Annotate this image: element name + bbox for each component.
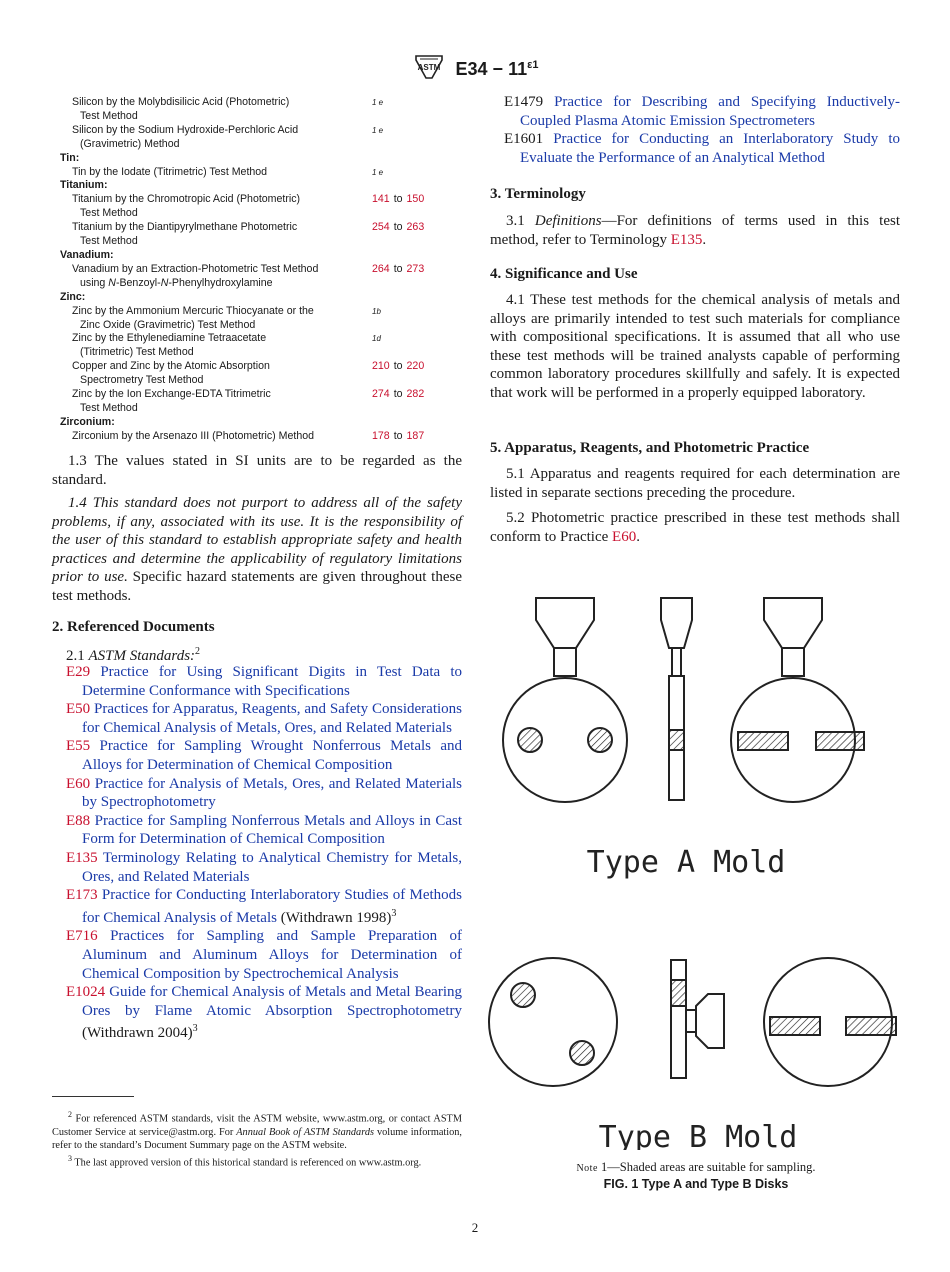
methods-row — [52, 124, 462, 152]
referenced-documents-list-continued — [490, 93, 900, 167]
reference-code-link[interactable]: E135 — [66, 849, 98, 866]
figure-note: Note 1—Shaded areas are suitable for sampling. — [576, 1160, 816, 1174]
methods-group-heading: Titanium: — [60, 179, 108, 192]
subsection-2-1: 2.1 ASTM Standards:$^2$ — [66, 646, 201, 664]
reference-title-link[interactable]: Practice for Analysis of Metals, Ores, and Related Materials by Spectrophotometry — [82, 775, 463, 811]
method-section-ref[interactable] — [372, 221, 424, 235]
methods-group-heading: Zirconium: — [60, 415, 115, 428]
reference-e88 — [66, 812, 462, 849]
paragraph-4-1: 4.1 These test methods for the chemical analysis of metals and alloys are primarily intended to test such materials for compliance with compositional specifications. It is assumed that all who use these test methods will be trained analysts capable of performing common laboratory procedures skillfully and safely. It is expected that work will be performed in a properly equipped laboratory. — [490, 292, 900, 401]
method-name: Zinc by the Ethylenediamine Tetraacetate (Titrimetric) Test Method — [72, 332, 267, 359]
section-link-to[interactable]: 282 — [406, 388, 425, 401]
section-link-to[interactable]: 187 — [406, 429, 425, 442]
type-a-label: Type A Mold — [586, 845, 786, 880]
reference-title-link[interactable]: Practice for Describing and Specifying Inductively-Coupled Plasma Atomic Emission Spectrometers — [520, 94, 901, 129]
methods-row — [52, 96, 462, 124]
method-section-ref[interactable] — [372, 388, 424, 402]
reference-e1024: E1024 Guide for Chemical Analysis of Metals and Metal Bearing Ores by Flame Atomic Absorption Spectrophotometry (Withdrawn 2004)$^3$ — [66, 984, 463, 1042]
mold-diagram — [486, 590, 906, 1150]
methods-row — [52, 221, 462, 249]
methods-group-heading: Zinc: — [60, 290, 86, 303]
range-word: to — [393, 262, 403, 275]
method-section-ref[interactable] — [372, 430, 424, 444]
method-section-ref: 1d — [372, 334, 381, 344]
range-word: to — [393, 429, 403, 442]
reference-e29 — [66, 663, 462, 700]
link-e60[interactable]: E60 — [612, 528, 637, 545]
reference-e1601 — [504, 130, 900, 167]
link-e135[interactable]: E135 — [670, 231, 703, 248]
methods-group-heading: Tin: — [60, 151, 80, 164]
reference-code-link[interactable]: E173 — [66, 887, 98, 904]
methods-row — [52, 388, 462, 416]
reference-title-link[interactable]: Practice for Conducting an Interlaboratory Study to Evaluate the Performance of an Analytical Method — [520, 131, 901, 166]
reference-e135 — [66, 849, 462, 886]
method-name: Vanadium by an Extraction-Photometric Test Method using N-Benzoyl-N-Phenylhydroxylamine — [72, 262, 319, 289]
type-a-disk-side — [661, 598, 692, 800]
paragraph-3-1: 3.1 Definitions—For definitions of terms used in this test method, refer to Terminology E135. — [490, 213, 901, 248]
methods-row — [52, 360, 462, 388]
section-link-from[interactable]: 178 — [372, 429, 390, 442]
footnotes — [52, 1108, 462, 1170]
reference-title-link[interactable]: Practice for Sampling Nonferrous Metals and Alloys in Cast Form for Determination of Chemical Composition — [82, 812, 462, 848]
reference-e55 — [66, 737, 462, 774]
paragraph-1-3: 1.3 The values stated in SI units are to be regarded as the standard. — [52, 453, 462, 488]
footnote-2: $^2$ For referenced ASTM standards, visit the ASTM website, www.astm.org, or contact ASTM Customer Service at service@astm.org. For Annual Book of ASTM Standards volume information, refer to the standard’s Document Summary page on the ASTM website. — [52, 1110, 462, 1151]
paragraph-1-4: 1.4 This standard does not purport to address all of the safety problems, if any, associated with its use. It is the responsibility of the user of this standard to establish appropriate safety and health practices and determine the applicability of regulatory limitations prior to use. Specific hazard statements are given throughout these test methods. — [52, 495, 463, 604]
reference-code-link[interactable]: E716 — [66, 928, 98, 945]
svg-text:ASTM: ASTM — [417, 63, 440, 72]
methods-row — [52, 332, 462, 360]
reference-title-link[interactable]: Terminology Relating to Analytical Chemistry for Metals, Ores, and Related Materials — [82, 849, 462, 885]
reference-e50 — [66, 700, 462, 737]
section-2-heading: 2. Referenced Documents — [52, 619, 215, 635]
type-a-disk-rotated — [731, 598, 864, 802]
footnote-rule — [52, 1096, 134, 1097]
section-5-heading: 5. Apparatus, Reagents, and Photometric Practice — [490, 440, 810, 456]
methods-table — [52, 96, 462, 444]
range-word: to — [393, 221, 403, 234]
method-section-ref[interactable] — [372, 263, 424, 277]
section-4-heading: 4. Significance and Use — [490, 266, 638, 282]
footnote-3: $^3$ The last approved version of this historical standard is referenced on www.astm.org. — [68, 1154, 422, 1169]
method-section-ref: 1 e — [372, 125, 384, 135]
method-name: Zirconium by the Arsenazo III (Photometric) Method — [72, 429, 314, 442]
type-a-disk-front — [503, 598, 627, 802]
reference-code-link[interactable]: E60 — [66, 775, 91, 792]
section-link-to[interactable]: 273 — [406, 262, 425, 275]
methods-row — [52, 166, 462, 180]
referenced-documents-list — [52, 663, 462, 1043]
reference-code: E1601 — [504, 131, 544, 148]
method-name: Zinc by the Ion Exchange-EDTA Titrimetric Test Method — [72, 388, 271, 414]
range-word: to — [393, 388, 403, 401]
methods-row — [52, 193, 462, 221]
reference-title-link[interactable]: Practices for Apparatus, Reagents, and Safety Considerations for Chemical Analysis of Metals, Ores, and Related Materials — [82, 701, 463, 736]
type-b-disk-rotated — [764, 958, 896, 1086]
method-name: Zinc by the Ammonium Mercuric Thiocyanate or the Zinc Oxide (Gravimetric) Test Method — [72, 304, 314, 331]
reference-code-link[interactable]: E88 — [66, 812, 91, 829]
type-b-label: Type B Mold — [598, 1120, 798, 1150]
method-name: Titanium by the Chromotropic Acid (Photometric) Test Method — [72, 193, 301, 220]
method-section-ref[interactable] — [372, 360, 424, 374]
section-link-from[interactable]: 210 — [372, 360, 390, 373]
reference-code-link[interactable]: E1024 — [66, 984, 106, 1001]
reference-e716 — [66, 927, 462, 983]
method-name: Titanium by the Diantipyrylmethane Photometric Test Method — [72, 221, 298, 248]
section-link-to[interactable]: 150 — [406, 193, 425, 206]
section-link-to[interactable]: 263 — [406, 221, 425, 234]
document-code: $E34 - 11^{\varepsilon 1}$ — [455, 59, 539, 79]
reference-code-link[interactable]: E55 — [66, 738, 91, 755]
reference-e1479 — [504, 93, 900, 130]
reference-title-link[interactable]: Guide for Chemical Analysis of Metals and Metal Bearing Ores by Flame Atomic Absorption Spectrophotometry — [82, 984, 463, 1019]
section-link-from[interactable]: 274 — [372, 388, 390, 401]
method-name: Copper and Zinc by the Atomic Absorption Spectrometry Test Method — [72, 360, 270, 387]
astm-logo — [412, 54, 446, 85]
epsilon-superscript: ε1 — [527, 59, 539, 71]
range-word: to — [393, 360, 403, 373]
section-link-from[interactable]: 141 — [372, 193, 390, 206]
range-word: to — [393, 193, 403, 206]
methods-group-heading: Vanadium: — [60, 248, 114, 261]
method-name: Silicon by the Sodium Hydroxide-Perchloric Acid (Gravimetric) Method — [72, 123, 299, 150]
figure-1 — [486, 590, 906, 1150]
methods-row — [52, 263, 462, 291]
method-section-ref: 1 e — [372, 167, 384, 177]
method-section-ref: 1b — [372, 306, 381, 316]
paragraph-5-1: 5.1 Apparatus and reagents required for each determination are listed in separate sections preceding the procedure. — [490, 466, 900, 501]
reference-title-link[interactable]: Practice for Using Significant Digits in Test Data to Determine Conformance with Specifications — [82, 664, 462, 699]
page-number: 2 — [471, 1220, 479, 1235]
reference-code-link[interactable]: E29 — [66, 664, 91, 680]
figure-caption: FIG. 1 Type A and Type B Disks — [603, 1177, 789, 1191]
section-3-heading: 3. Terminology — [490, 186, 586, 202]
reference-title-link[interactable]: Practice for Sampling Wrought Nonferrous Metals and Alloys for Determination of Chemical Composition — [82, 738, 462, 773]
reference-e173: E173 Practice for Conducting Interlaboratory Studies of Methods for Chemical Analysis of Metals (Withdrawn 1998)$^3$ — [66, 887, 462, 926]
type-b-disk-side — [671, 960, 724, 1078]
paragraph-5-2: 5.2 Photometric practice prescribed in these test methods shall conform to Practice E60. — [490, 510, 900, 545]
method-name: Silicon by the Molybdisilicic Acid (Photometric) Test Method — [72, 96, 290, 122]
reference-e60 — [66, 775, 462, 812]
reference-title-link[interactable]: Practices for Sampling and Sample Preparation of Aluminum and Aluminum Alloys for Determination of Chemical Composition by Spectrochemical Analysis — [82, 928, 463, 982]
reference-title-link[interactable]: Practice for Conducting Interlaboratory Studies of Methods for Chemical Analysis of Metals — [82, 887, 462, 926]
reference-code: E1479 — [504, 94, 544, 110]
methods-row — [52, 430, 462, 444]
method-section-ref: 1 e — [372, 98, 384, 107]
method-name: Tin by the Iodate (Titrimetric) Test Method — [72, 165, 268, 178]
section-link-to[interactable]: 220 — [406, 360, 425, 373]
type-b-disk-front — [489, 958, 617, 1086]
reference-code-link[interactable]: E50 — [66, 701, 91, 718]
section-link-from[interactable]: 264 — [372, 262, 390, 275]
method-section-ref[interactable] — [372, 193, 424, 207]
page-header — [0, 54, 950, 85]
section-link-from[interactable]: 254 — [372, 221, 390, 234]
methods-row — [52, 305, 462, 333]
